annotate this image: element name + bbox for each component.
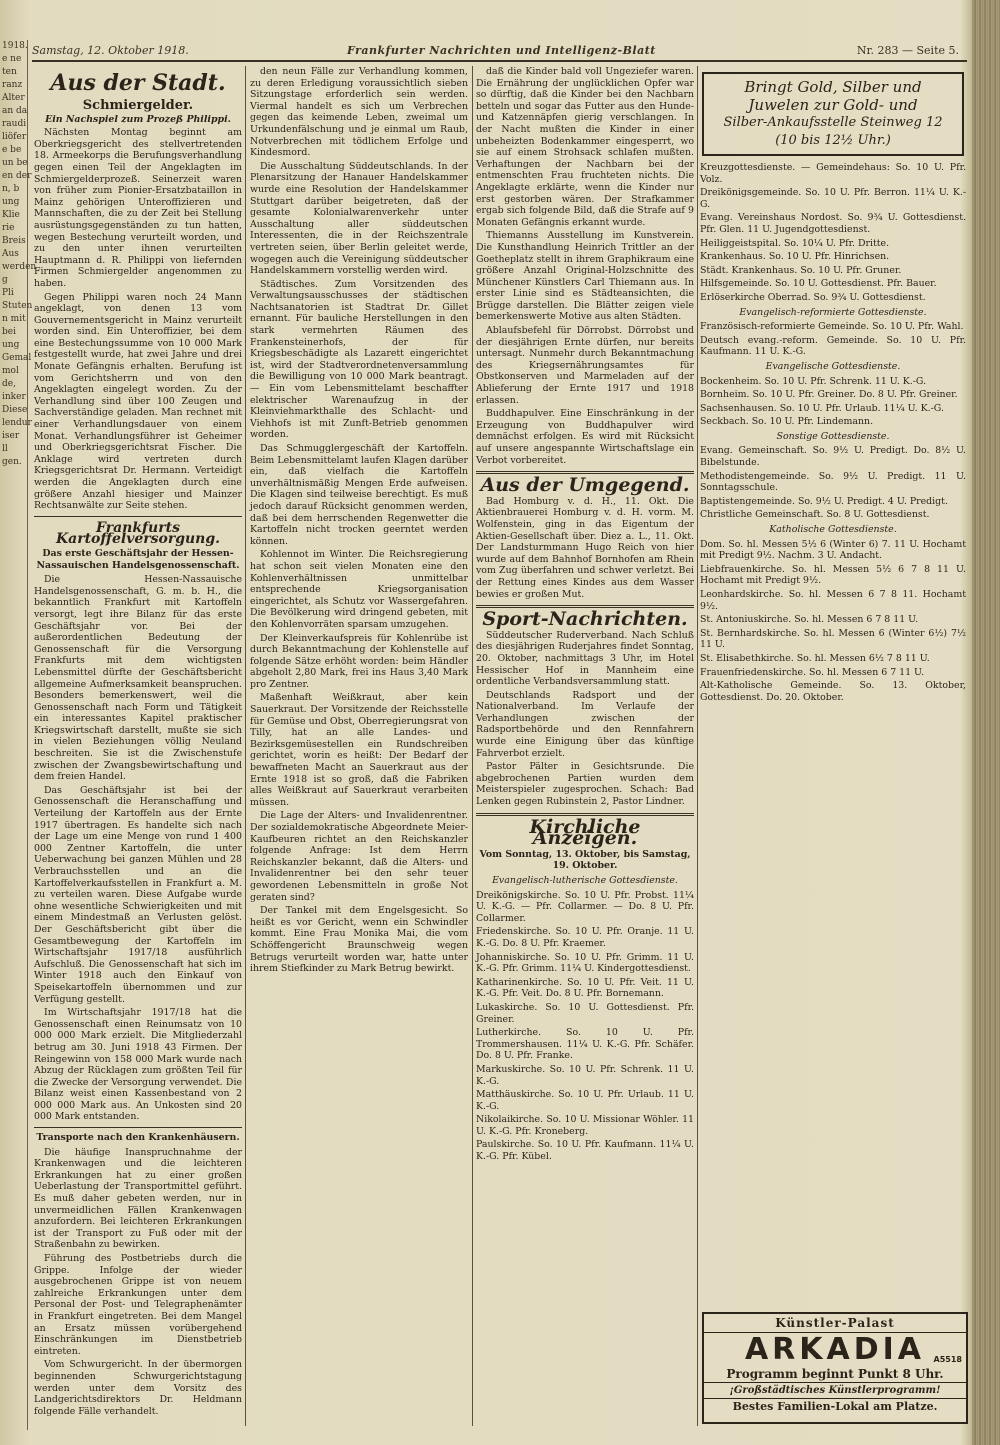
divider xyxy=(34,516,242,517)
section-heading: Kirchliche Anzeigen. xyxy=(529,815,641,850)
article-paragraph: Thiemanns Ausstellung im Kunstverein. Die Kunsthandlung Heinrich Trittler an der Goetheplatz stellt in ihrem Graphikraum eine größere Anzahl Original-Holzschnitte des Münchener Künstlers Carl Thiemann aus. In erster Linie sind es Städteansichten, die Brügge darstellen. Die Blätter zeigen viele bemerkenswerte Motive aus alten Städten. xyxy=(476,230,694,323)
article-paragraph: Die häufige Inanspruchnahme der Krankenwagen und die leichteren Erkrankungen hat zu einer großen Ueberlastung der Transportmittel geführt. Es muß daher gebeten werden, nur in unvermeidlichen Fällen Krankenwagen anzufordern. Bei leichteren Erkrankungen ist der Transport zu Fuß oder mit der Straßenbahn zu bewirken. xyxy=(34,1146,242,1251)
prev-page-fragment: de, xyxy=(2,379,16,389)
ad-code: A5518 xyxy=(933,1355,962,1364)
article-subheading: Ein Nachspiel zum Prozeß Philippi. xyxy=(45,113,231,125)
church-listing: Hilfsgemeinde. So. 10 U. Gottesdienst. Pfr. Bauer. xyxy=(700,278,937,290)
prev-page-fragment: iser xyxy=(2,431,20,441)
article-paragraph: Das Geschäftsjahr ist bei der Genossenschaft die Heranschaffung und Verteilung der Kartoffeln aus der Ernte 1917 übertragen. Es handelte sich nach der Lage um eine Menge von rund 1 400 000 Zentner Kartoffeln, die unter Ueberwachung bei ganzen Mühlen und 28 Verbrauchsstellen und an die Kartoffelverkaufsstellen in Frankfurt a. M. zu verteilen waren. Diese Aufgabe wurde ohne wesentliche Schwierigkeiten und mit einem Mindestmaß an Verlusten gelöst. Der Geschäftsbericht gibt über die Gesamtbewegung der Kartoffeln im Wirtschaftsjahr 1917/18 ausführlich Aufschluß. Die Genossenschaft hat sich im Winter 1918 auch den Einkauf von Speisekartoffeln übernommen und zur Verfügung gestellt. xyxy=(34,784,242,1005)
church-listing: Evang. Vereinshaus Nordost. So. 9¾ U. Gottesdienst. Pfr. Glen. 11 U. Jugendgottesdienst. xyxy=(700,212,966,235)
prev-page-fragment: ung xyxy=(2,340,20,350)
church-listing: Deutsch evang.-reform. Gemeinde. So. 10 U. Pfr. Kaufmann. 11 U. K.-G. xyxy=(700,334,966,358)
church-listing: Dom. So. hl. Messen 5½ 6 (Winter 6) 7. 11 U. Hochamt mit Predigt 9½. Nachm. 3 U. Andacht. xyxy=(700,538,966,562)
church-listing: Lutherkirche. So. 10 U. Pfr. Trommershausen. 11¼ U. K.-G. Pfr. Schäfer. Do. 8 U. Pfr. Franke. xyxy=(476,1027,694,1062)
prev-page-fragment: e be xyxy=(2,145,22,155)
article-paragraph: Führung des Postbetriebs durch die Grippe. Infolge der wieder ausgebrochenen Grippe ist von neuem zahlreiche Erkrankungen unter dem Personal der Post- und Telegraphenämter in Frankfurt eingetreten. Bei dem Mangel an Ersatz müssen vorübergehend Einschränkungen im Dienstbetrieb eintreten. xyxy=(34,1253,242,1357)
church-listing: Städt. Krankenhaus. So. 10 U. Pfr. Gruner. xyxy=(700,264,902,276)
article-paragraph: Süddeutscher Ruderverband. Nach Schluß des diesjährigen Ruderjahres findet Sonntag, 20. Oktober, nachmittags 3 Uhr, im Hotel Hessischer Hof in Mannheim eine ordentliche Verbandsversammlung statt. xyxy=(476,629,694,688)
prev-page-fragment: e ne xyxy=(2,54,22,64)
church-listing: St. Elisabethkirche. So. hl. Messen 6½ 7 8 11 U. xyxy=(700,652,930,664)
advertisement-arkadia xyxy=(702,1312,968,1424)
church-listing: Liebfrauenkirche. So. hl. Messen 5½ 6 7 8 11 U. Hochamt mit Predigt 9½. xyxy=(700,563,966,587)
church-listing: St. Bernhardskirche. So. hl. Messen 6 (Winter 6½) 7½ 11 U. xyxy=(700,627,966,651)
column-rule xyxy=(472,66,473,1426)
prev-page-fragment: n, b xyxy=(2,184,20,194)
church-listing: Krankenhaus. So. 10 U. Pfr. Hinrichsen. xyxy=(700,251,890,263)
prev-page-fragment: n mit xyxy=(2,314,26,324)
church-listing: Bockenheim. So. 10 U. Pfr. Schrenk. 11 U. K.-G. xyxy=(700,375,927,387)
divider xyxy=(34,1127,242,1128)
column-2 xyxy=(250,66,468,1426)
page-header xyxy=(32,44,967,62)
prev-page-fragment: an da xyxy=(2,106,28,116)
column-rule xyxy=(245,66,246,1426)
church-listing: Matthäuskirche. So. 10 U. Pfr. Urlaub. 11 U. K.-G. xyxy=(476,1089,694,1112)
church-listing: St. Antoniuskirche. So. hl. Messen 6 7 8 11 U. xyxy=(700,614,919,626)
prev-page-fragment: ll xyxy=(2,444,8,454)
church-listing: Evangelische Gottesdienste. xyxy=(765,360,901,372)
church-listing: Heiliggeistspital. So. 10¼ U. Pfr. Dritte. xyxy=(700,237,890,249)
column-4 xyxy=(700,66,966,1426)
ad-line: Bringt Gold, Silber und xyxy=(744,78,922,96)
prev-page-fragment: Gemal xyxy=(2,353,32,363)
article-paragraph: Nächsten Montag beginnt am Oberkriegsgericht des stellvertretenden 18. Armeekorps die Berufungsverhandlung gegen einen Teil der Angeklagten im Schmiergelderprozeß. Seinerzeit waren von früher zum Pionier-Ersatzbataillon in Mainz gehörigen Unteroffizieren und Mannschaften, die zu der Zeit bei Stellung ausrüstungsgegenständen zu tun hatten, wegen Bestechung verurteilt worden, und zu den unter ihnen verurteilten Hauptmann d. R. Philippi von liefernden Firmen Schmiergelder angenommen zu haben. xyxy=(34,127,242,289)
church-listing: Christliche Gemeinschaft. So. 8 U. Gottesdienst. xyxy=(700,509,930,521)
previous-page-edge xyxy=(0,40,37,1430)
prev-page-fragment: Alter xyxy=(2,93,25,103)
church-section-title: Evangelisch-lutherische Gottesdienste. xyxy=(492,875,678,886)
section-heading: Aus der Umgegend. xyxy=(480,474,690,497)
ad-line: Silber-Ankaufsstelle Steinweg 12 xyxy=(723,115,943,130)
church-listing: Paulskirche. So. 10 U. Pfr. Kaufmann. 11¼ U. K.-G. Pfr. Kübel. xyxy=(476,1139,694,1163)
prev-page-fragment: Breis xyxy=(2,236,26,246)
church-listing: Dreikönigskirche. So. 10 U. Pfr. Probst. 11¼ U. K.-G. — Pfr. Collarmer. — Do. 8 U. Pfr. Collarmer. xyxy=(476,889,694,924)
article-paragraph: Die Lage der Alters- und Invalidenrentner. Der sozialdemokratische Abgeordnete Meier-Kaufbeuren richtet an den Reichskanzler folgende Anfrage: Ist dem Herrn Reichskanzler bekannt, daß die Alters- und Invalidenrentner bei den sehr teuer gewordenen Lebensmitteln in große Not geraten sind? xyxy=(250,810,468,903)
article-paragraph: Bad Homburg v. d. H., 11. Okt. Die Aktienbrauerei Homburg v. d. H. vorm. M. Wolfenstein, ging in das Eigentum der Aktien-Gesellschaft über. Diez a. L., 11. Okt. Der Landsturmmann Hugo Reich von hier wurde auf dem Bahnhof Bornhofen am Rhein vom Zug überfahren und schwer verletzt. Bei der Rettung eines Kindes aus dem Wasser bewies er großen Mut. xyxy=(476,495,694,600)
article-paragraph: Kohlennot im Winter. Die Reichsregierung hat schon seit vielen Monaten eine den Kohlenverhältnissen unmittelbar entsprechende Kriegsorganisation eingerichtet, als Schutz vor Wassergefahren. Die Bevölkerung wird dringend gebeten, mit den Kohlenvorräten sparsam umzugehen. xyxy=(250,549,468,630)
church-listing: Markuskirche. So. 10 U. Pfr. Schrenk. 11 U. K.-G. xyxy=(476,1063,694,1087)
prev-page-fragment: 1918. xyxy=(2,41,28,51)
church-listing: Johanniskirche. So. 10 U. Pfr. Grimm. 11 U. K.-G. Pfr. Grimm. 11¼ U. Kindergottesdienst. xyxy=(476,951,694,975)
article-paragraph: Vom Schwurgericht. In der übermorgen beginnenden Schwurgerichtstagung werden unter dem Vorsitz des Landgerichtsdirektors Dr. Heldmann folgende Fälle verhandelt. xyxy=(34,1359,242,1417)
church-listing: Nikolaikirche. So. 10 U. Missionar Wöhler. 11 U. K.-G. Pfr. Kroneberg. xyxy=(476,1114,694,1137)
church-listing: Sachsenhausen. So. 10 U. Pfr. Urlaub. 11¼ U. K.-G. xyxy=(700,402,944,414)
ad-line: Programm beginnt Punkt 8 Uhr. xyxy=(726,1367,944,1381)
prev-page-fragment: lendur xyxy=(2,418,32,428)
prev-page-fragment: raudi xyxy=(2,119,27,129)
article-heading: Schmiergelder. xyxy=(82,98,194,113)
article-paragraph: Maßenhaft Weißkraut, aber kein Sauerkraut. Der Vorsitzende der Reichsstelle für Gemüse und Obst, Oberregierungsrat von Tilly, hat an alle Landes- und Bezirksgemüsestellen ein Rundschreiben gerichtet, worin es heißt: Der Bedarf der bewaffneten Macht an Sauerkraut aus der Ernte 1918 ist so groß, daß die Fabriken alles Weißkraut auf Sauerkraut verarbeiten müssen. xyxy=(250,692,468,808)
church-listing: Evangelisch-reformierte Gottesdienste. xyxy=(739,306,927,318)
ad-line: ¡Großstädtisches Künstlerprogramm! xyxy=(704,1382,966,1398)
article-paragraph: Das Schmugglergeschäft der Kartoffeln. Beim Lebensmittelamt laufen Klagen darüber ein, daß vielfach die Kartoffeln unverhältnismäßig Mengen Erde aufweisen. Die Klagen sind teilweise berechtigt. Es muß jedoch darauf Rücksicht genommen werden, daß bei dem herrschenden Regenwetter die Kartoffeln nicht trocken geerntet werden können. xyxy=(250,443,468,547)
header-date: Samstag, 12. Oktober 1918. xyxy=(32,44,189,57)
date-range: Vom Sonntag, 13. Oktober, bis Samstag, 19. Oktober. xyxy=(479,848,691,872)
church-listing: Sonstige Gottesdienste. xyxy=(776,430,890,442)
article-paragraph: Pastor Pälter in Gesichtsrunde. Die abgebrochenen Partien wurden dem Meisterspieler zugesprochen. Schach: Bad Lenken gegen Rubinstein 2, Pastor Lindner. xyxy=(476,761,694,808)
prev-page-fragment: un be xyxy=(2,158,28,168)
prev-page-fragment: mol xyxy=(2,366,19,376)
prev-page-fragment: werden xyxy=(2,262,37,272)
article-paragraph: Ablaufsbefehl für Dörrobst. Dörrobst und der diesjährigen Ernte dürfen, nur bereits untersagt. Nunmehr durch Bekanntmachung des Kriegsernährungsamtes für Obstkonserven und Marmeladen auf der Ablieferung der Ernte 1917 und 1918 erlassen. xyxy=(476,325,694,406)
prev-page-fragment: ten xyxy=(2,67,17,77)
ad-line: (10 bis 12½ Uhr.) xyxy=(775,133,891,148)
ad-line: Bestes Familien-Lokal am Platze. xyxy=(704,1398,966,1414)
ad-title xyxy=(704,1333,966,1367)
prev-page-fragment: Klie xyxy=(2,210,20,220)
header-page-number: Nr. 283 — Seite 5. xyxy=(856,44,959,57)
article-paragraph: Die Hessen-Nassauische Handelsgenossenschaft, G. m. b. H., die bekanntlich Frankfurt mit Kartoffeln versorgt, legt ihre Bilanz für das erste Geschäftsjahr vor. Bei der außerordentlichen Bedeutung der Genossenschaft für die Versorgung Frankfurts mit dem wichtigsten Lebensmittel dürfte der Geschäftsbericht allgemeine Aufmerksamkeit beanspruchen. Besonders bemerkenswert, weil die Genossenschaft nach Form und Tätigkeit ein interessantes Kapitel praktischer Kriegswirtschaft darstellt, mußte sie sich in vielen Beziehungen völlig Neuland beschreiten. Sie ist die Zwischenstufe zwischen der Zwangsbewirtschaftung und dem freien Handel. xyxy=(34,574,242,783)
advertisement-gold xyxy=(702,72,964,156)
church-listing: Methodistengemeinde. So. 9½ U. Predigt. 11 U. Sonntagsschule. xyxy=(700,470,966,494)
book-edge xyxy=(972,0,1000,1445)
prev-page-fragment: en der xyxy=(2,171,32,181)
prev-page-fragment: bei xyxy=(2,327,16,337)
church-listing: Leonhardskirche. So. hl. Messen 6 7 8 11. Hochamt 9½. xyxy=(700,589,966,612)
church-listing: Kreuzgottesdienste. — Gemeindehaus: So. 10 U. Pfr. Volz. xyxy=(700,162,966,185)
prev-page-fragment: gen. xyxy=(2,457,22,467)
church-listing: Seckbach. So. 10 U. Pfr. Lindemann. xyxy=(700,416,874,428)
column-3 xyxy=(476,66,694,1426)
article-paragraph: Der Kleinverkaufspreis für Kohlenrübe ist durch Bekanntmachung der Kohlenstelle auf folgende Sätze erhöht worden: beim Händler abgeholt 2,80 Mark, frei ins Haus 3,40 Mark pro Zentner. xyxy=(250,632,468,690)
church-listing: Katholische Gottesdienste. xyxy=(769,524,897,536)
article-heading: Transporte nach den Krankenhäusern. xyxy=(36,1132,240,1144)
header-masthead: Frankfurter Nachrichten und Intelligenz-Blatt xyxy=(347,44,656,57)
section-heading: Aus der Stadt. xyxy=(50,70,226,96)
section-heading: Sport-Nachrichten. xyxy=(482,608,688,631)
article-paragraph: Die Ausschaltung Süddeutschlands. In der Plenarsitzung der Hanauer Handelskammer wurde eine Resolution der Handelskammer Stuttgart darüber beigetreten, daß der gesamte Kolonialwarenverkehr unter Ausschaltung aller süddeutschen Interessenten, die in der Reichszentrale vertreten seien, über Berlin geleitet werde, wogegen auch die Vereinigung süddeutscher Handelskammern vorstellig werden wird. xyxy=(250,160,468,277)
church-listing: Katharinenkirche. So. 10 U. Pfr. Veit. 11 U. K.-G. Pfr. Veit. Do. 8 U. Pfr. Bornemann. xyxy=(476,976,694,1000)
ad-line: Juwelen zur Gold- und xyxy=(748,96,918,114)
church-listing: Erlöserkirche Oberrad. So. 9¾ U. Gottesdienst. xyxy=(700,291,926,303)
article-paragraph: Im Wirtschaftsjahr 1917/18 hat die Genossenschaft einen Reinumsatz von 10 000 000 Mark erzielt. Die Mitgliederzahl betrug am 30. Juni 1918 43 Firmen. Der Reingewinn von 158 000 Mark wurde nach Abzug der Rücklagen zum größten Teil für die Zwecke der Versorgung verwendet. Die Bilanz weist einen Kassenbestand von 2 000 000 Mark aus. An Unkosten sind 20 000 Mark entstanden. xyxy=(34,1007,242,1123)
article-paragraph: Gegen Philippi waren noch 24 Mann angeklagt, von denen 13 vom Gouvernementsgericht in Mainz verurteilt worden sind. Ein Unteroffizier, bei dem eine Bestechungssumme von 10 000 Mark festgestellt wurde, hat zwei Jahre und drei Monate Gefängnis erhalten. Berufung ist vom Gerichtsherrn und von den Angeklagten eingelegt worden. Zu der Verhandlung sind über 100 Zeugen und Sachverständige geladen. Man rechnet mit einer Verhandlungsdauer von einem Monat. Verhandlungsführer ist Geheimer und Oberkriegsgerichtsrat Fischer. Die Anklage wird vertreten durch Kriegsgerichtsrat Dr. Hermann. Verteidigt werden die Angeklagten durch eine größere Anzahl hiesiger und Mainzer Rechtsanwälte zur Seite stehen. xyxy=(34,291,242,512)
prev-page-fragment: Pli xyxy=(2,288,14,298)
prev-page-fragment: liöfer xyxy=(2,132,27,142)
ad-title-text: ARKADIA xyxy=(744,1332,926,1367)
article-subheading: Das erste Geschäftsjahr der Hessen-Nassauischen Handelsgenossenschaft. xyxy=(36,547,240,571)
article-paragraph: Deutschlands Radsport und der Nationalverband. Im Verlaufe der Verhandlungen zwischen der Radsportbehörde und den Rennfahrern wurde eine Einigung über das künftige Fahrverbot erzielt. xyxy=(476,689,694,759)
church-listing: Frauenfriedenskirche. So. hl. Messen 6 7 11 U. xyxy=(700,666,925,678)
prev-page-fragment: Diese xyxy=(2,405,28,415)
column-1 xyxy=(34,66,242,1426)
church-listing: Französisch-reformierte Gemeinde. So. 10 U. Pfr. Wahl. xyxy=(700,321,964,333)
article-paragraph: Der Tankel mit dem Engelsgesicht. So heißt es vor Gericht, wenn ein Schwindler kommt. Eine Frau Monika Mai, die vom Schöffengericht Braunschweig wegen Betrugs verurteilt worden war, hatte unter ihrem Stiefkinder zu Mark Betrug bewirkt. xyxy=(250,905,468,975)
prev-page-fragment: Stuten xyxy=(2,301,33,311)
column-rule xyxy=(697,66,698,1426)
church-listing: Friedenskirche. So. 10 U. Pfr. Oranje. 11 U. K.-G. Do. 8 U. Pfr. Kraemer. xyxy=(476,926,694,949)
ad-heading: Künstler-Palast xyxy=(704,1314,966,1333)
article-paragraph: daß die Kinder bald voll Ungeziefer waren. Die Ernährung der unglücklichen Opfer war so dürftig, daß die Kinder bei den Nachbarn betteln und sogar das Futter aus den Hunde- und Katzennäpfen gierig verschlangen. In der Nacht mußten die Kinder in einer unbeheizten Bodenkammer eingesperrt, wo sie auf einem Strohsack schlafen mußten. Verhaftungen der Nachbarn bei der entmenschten Frau fruchteten nichts. Die Angeklagte erklärte, wenn die Kinder nur erst gestorben wären. Der Strafkammer ergab sich folgende Bild, daß die Strafe auf 9 Monaten Gefängnis erkannt wurde. xyxy=(476,66,694,228)
church-listing: Dreikönigsgemeinde. So. 10 U. Pfr. Berron. 11¼ U. K.-G. xyxy=(700,187,966,210)
prev-page-fragment: g xyxy=(2,275,8,285)
church-listing: Evang. Gemeinschaft. So. 9½ U. Predigt. Do. 8½ U. Bibelstunde. xyxy=(700,445,966,469)
prev-page-fragment: ranz xyxy=(2,80,23,90)
article-paragraph: den neun Fälle zur Verhandlung kommen, zu deren Erledigung voraussichtlich sieben Sitzungstage erforderlich sein werden. Viermal handelt es sich um Verbrechen gegen das keimende Leben, zweimal um Urkundenfälschung und je einmal um Raub, Notverbrechen mit tödlichem Erfolge und Kindesmord. xyxy=(250,66,468,159)
prev-page-fragment: inker xyxy=(2,392,26,402)
church-listing: Alt-Katholische Gemeinde. So. 13. Oktober, Gottesdienst. Do. 20. Oktober. xyxy=(700,680,966,703)
article-paragraph: Städtisches. Zum Vorsitzenden des Verwaltungsausschusses der städtischen Nachtsanatorien ist Stadtrat Dr. Gillet ernannt. Für bauliche Herstellungen in den stark vermehrten Räumen des Frankensteinerhofs, der für Kriegsbeschädigte als Lazarett eingerichtet ist, wird der Stadtverordnetenversammlung die Bewilligung von 10 000 Mark beantragt. — Ein vom Lebensmittelamt beschaffter elektrischer Warenaufzug in der Kleinviehmarkthalle des Schlacht- und Viehhofs ist mit Zunft-Betrieb genommen worden. xyxy=(250,278,468,441)
prev-page-fragment: rie xyxy=(2,223,15,233)
article-paragraph: Buddhapulver. Eine Einschränkung in der Erzeugung von Buddhapulver wird demnächst erfolgen. Es wird mit Rücksicht auf unsere angespannte Wirtschaftslage ein Verbot vorbereitet. xyxy=(476,408,694,466)
prev-page-fragment: ung xyxy=(2,197,20,207)
church-listing: Lukaskirche. So. 10 U. Gottesdienst. Pfr. Greiner. xyxy=(476,1001,694,1025)
article-heading: Frankfurts Kartoffelversorgung. xyxy=(55,519,221,548)
church-listing: Bornheim. So. 10 U. Pfr. Greiner. Do. 8 U. Pfr. Greiner. xyxy=(700,389,958,401)
church-listing: Baptistengemeinde. So. 9½ U. Predigt. 4 U. Predigt. xyxy=(700,495,948,507)
prev-page-fragment: Aus xyxy=(2,249,19,259)
